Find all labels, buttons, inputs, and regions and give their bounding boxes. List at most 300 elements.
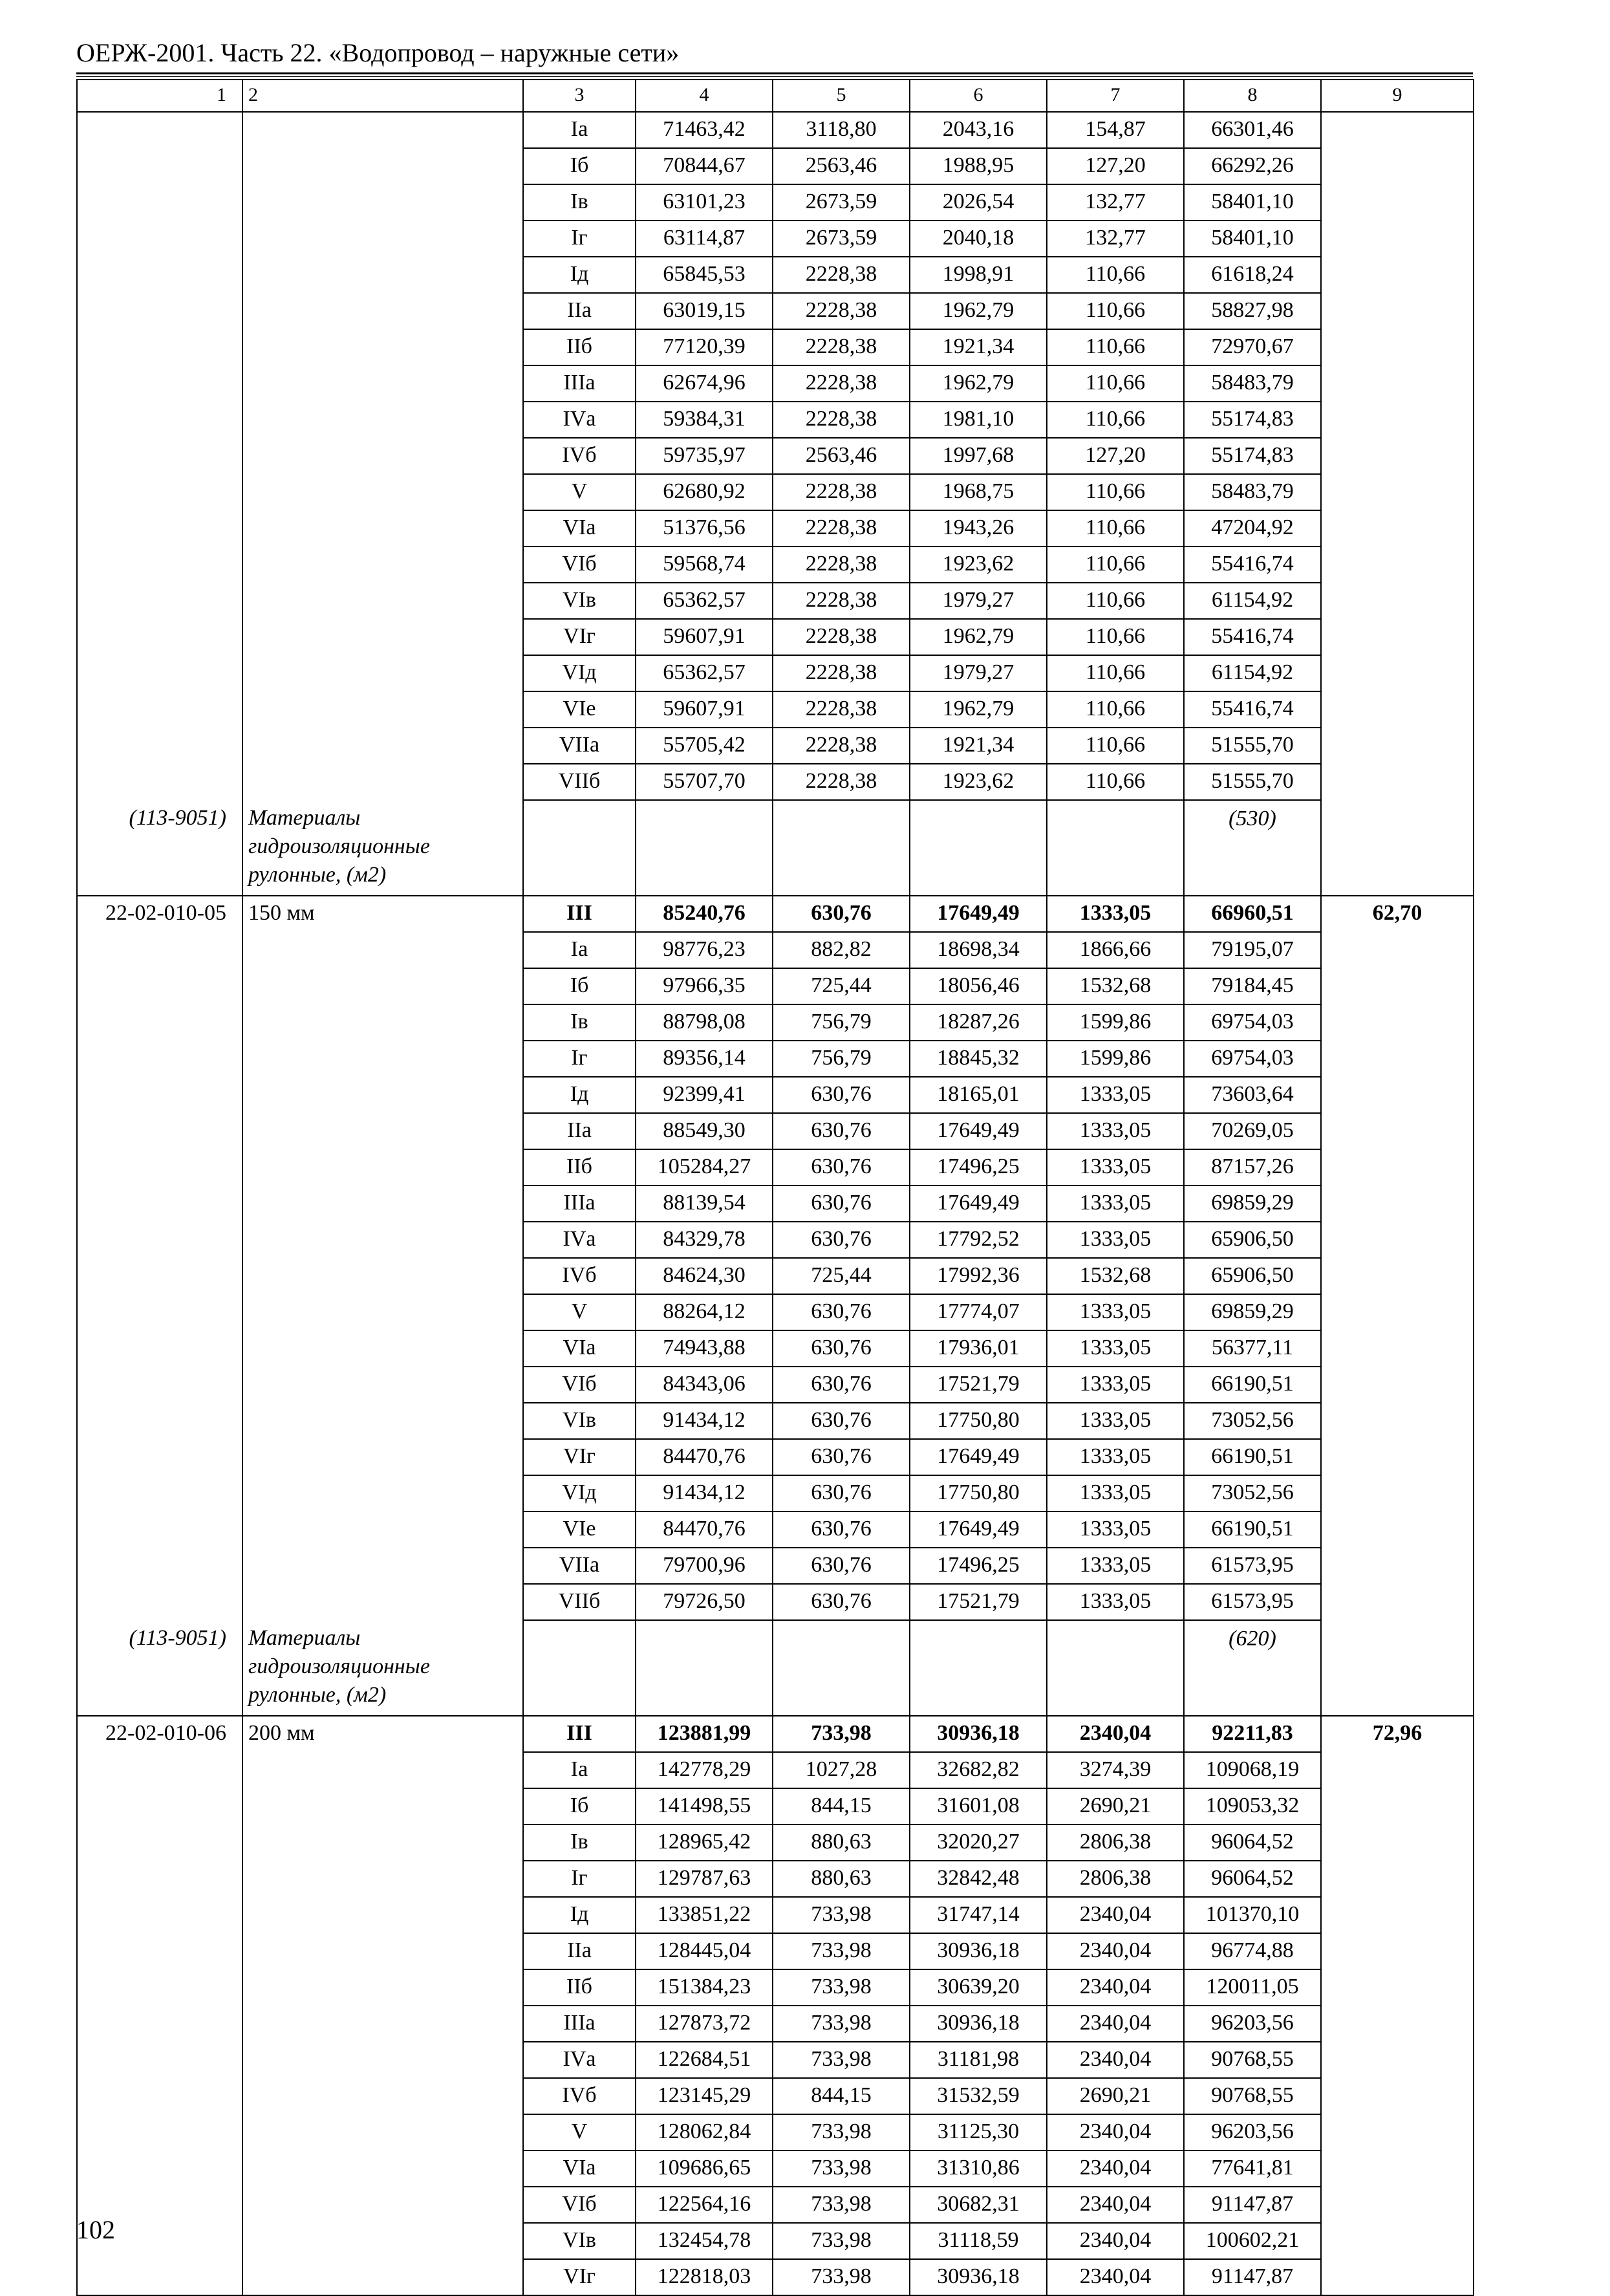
rate-name: 200 мм	[242, 1716, 523, 1752]
zone-label: VIа	[523, 510, 636, 547]
cost-value: 70269,05	[1184, 1113, 1321, 1149]
cost-value: 756,79	[773, 1041, 910, 1077]
cost-value: 1923,62	[910, 547, 1047, 583]
empty-cell	[242, 329, 523, 365]
cost-value: 59735,97	[636, 438, 773, 474]
empty-cell	[77, 221, 242, 257]
zone-label: VIа	[523, 2150, 636, 2187]
cost-value: 2228,38	[773, 510, 910, 547]
table-row	[77, 2114, 1474, 2150]
zone-label: IVб	[523, 2078, 636, 2114]
empty-cell	[242, 1439, 523, 1475]
column-number: 6	[910, 80, 1047, 112]
zone-label: IIа	[523, 1113, 636, 1149]
empty-cell	[1321, 221, 1474, 257]
zone-label: VIIа	[523, 1548, 636, 1584]
table-row	[77, 1294, 1474, 1330]
cost-value: 630,76	[773, 1403, 910, 1439]
empty-cell	[77, 2078, 242, 2114]
cost-value: 31310,86	[910, 2150, 1047, 2187]
cost-value: 1333,05	[1047, 1584, 1184, 1620]
empty-cell	[523, 1620, 636, 1716]
cost-value: 2228,38	[773, 728, 910, 764]
column-number: 9	[1321, 80, 1474, 112]
table-row	[77, 583, 1474, 619]
empty-cell	[242, 112, 523, 148]
cost-value: 127,20	[1047, 438, 1184, 474]
cost-value: 1866,66	[1047, 932, 1184, 968]
rate-main-row	[77, 1716, 1474, 1752]
material-row	[77, 800, 1474, 896]
cost-value: 55174,83	[1184, 402, 1321, 438]
cost-value: 88264,12	[636, 1294, 773, 1330]
cost-value: 2340,04	[1047, 2114, 1184, 2150]
cost-value: 733,98	[773, 2150, 910, 2187]
empty-cell	[1321, 510, 1474, 547]
empty-cell	[77, 2114, 242, 2150]
cost-value: 2228,38	[773, 583, 910, 619]
empty-cell	[242, 2223, 523, 2259]
empty-cell	[1321, 1825, 1474, 1861]
empty-cell	[1321, 2150, 1474, 2187]
cost-value: 2340,04	[1047, 1969, 1184, 2006]
cost-value: 2340,04	[1047, 2150, 1184, 2187]
cost-value: 110,66	[1047, 764, 1184, 800]
rate-name: 150 мм	[242, 896, 523, 932]
zone-label: Iд	[523, 257, 636, 293]
cost-value: 58483,79	[1184, 474, 1321, 510]
column-number: 1	[77, 80, 242, 112]
header-rule	[76, 72, 1473, 77]
cost-value: 1333,05	[1047, 1149, 1184, 1186]
empty-cell	[242, 1330, 523, 1367]
cost-value: 127,20	[1047, 148, 1184, 184]
cost-value: 844,15	[773, 2078, 910, 2114]
cost-value: 880,63	[773, 1861, 910, 1897]
cost-value: 91147,87	[1184, 2187, 1321, 2223]
cost-value: 51555,70	[1184, 764, 1321, 800]
cost-value: 55416,74	[1184, 619, 1321, 655]
empty-cell	[77, 510, 242, 547]
cost-value: 58483,79	[1184, 365, 1321, 402]
cost-value: 65906,50	[1184, 1258, 1321, 1294]
cost-value: 109068,19	[1184, 1752, 1321, 1788]
cost-value: 630,76	[773, 1367, 910, 1403]
cost-value: 630,76	[773, 1439, 910, 1475]
cost-value: 110,66	[1047, 510, 1184, 547]
empty-cell	[773, 1620, 910, 1716]
cost-value: 47204,92	[1184, 510, 1321, 547]
zone-label: Iг	[523, 221, 636, 257]
cost-value: 17649,49	[910, 1439, 1047, 1475]
cost-value: 110,66	[1047, 474, 1184, 510]
empty-cell	[242, 1222, 523, 1258]
empty-cell	[77, 1077, 242, 1113]
empty-cell	[77, 1403, 242, 1439]
cost-value: 58827,98	[1184, 293, 1321, 329]
empty-cell	[77, 764, 242, 800]
cost-value: 55416,74	[1184, 691, 1321, 728]
table-row	[77, 1186, 1474, 1222]
empty-cell	[1321, 112, 1474, 148]
cost-value: 2228,38	[773, 365, 910, 402]
empty-cell	[1321, 691, 1474, 728]
cost-value: 1333,05	[1047, 1077, 1184, 1113]
price-table	[76, 79, 1474, 2296]
cost-value: 79700,96	[636, 1548, 773, 1584]
cost-value: 58401,10	[1184, 184, 1321, 221]
cost-value: 59384,31	[636, 402, 773, 438]
cost-value: 733,98	[773, 1716, 910, 1752]
empty-cell	[523, 800, 636, 896]
cost-value: 66190,51	[1184, 1439, 1321, 1475]
cost-value: 17521,79	[910, 1584, 1047, 1620]
cost-value: 88139,54	[636, 1186, 773, 1222]
cost-value: 120011,05	[1184, 1969, 1321, 2006]
empty-cell	[77, 2259, 242, 2295]
cost-value: 1532,68	[1047, 968, 1184, 1004]
cost-value: 2340,04	[1047, 2187, 1184, 2223]
table-row	[77, 1258, 1474, 1294]
cost-value: 110,66	[1047, 619, 1184, 655]
zone-label: IIб	[523, 1969, 636, 2006]
cost-value: 85240,76	[636, 896, 773, 932]
cost-value: 105284,27	[636, 1149, 773, 1186]
cost-value: 2043,16	[910, 112, 1047, 148]
cost-value: 733,98	[773, 2187, 910, 2223]
cost-value: 70844,67	[636, 148, 773, 184]
cost-value: 630,76	[773, 1475, 910, 1511]
zone-label: VIд	[523, 1475, 636, 1511]
zone-label: Iа	[523, 112, 636, 148]
cost-value: 1979,27	[910, 583, 1047, 619]
zone-label: Iг	[523, 1861, 636, 1897]
empty-cell	[77, 1825, 242, 1861]
empty-cell	[242, 1548, 523, 1584]
zone-label: Iд	[523, 1077, 636, 1113]
empty-cell	[1321, 1077, 1474, 1113]
table-row	[77, 1752, 1474, 1788]
cost-value: 18845,32	[910, 1041, 1047, 1077]
table-row	[77, 932, 1474, 968]
empty-cell	[242, 583, 523, 619]
cost-value: 2228,38	[773, 547, 910, 583]
cost-value: 132,77	[1047, 184, 1184, 221]
cost-value: 17649,49	[910, 1113, 1047, 1149]
table-row	[77, 1933, 1474, 1969]
cost-value: 91434,12	[636, 1475, 773, 1511]
empty-cell	[242, 1403, 523, 1439]
cost-value: 2806,38	[1047, 1861, 1184, 1897]
table-row	[77, 438, 1474, 474]
table-row	[77, 619, 1474, 655]
cost-value: 55707,70	[636, 764, 773, 800]
cost-value: 1027,28	[773, 1752, 910, 1788]
cost-value: 110,66	[1047, 583, 1184, 619]
cost-value: 110,66	[1047, 691, 1184, 728]
empty-cell	[77, 1897, 242, 1933]
table-row	[77, 2150, 1474, 2187]
cost-value: 59607,91	[636, 691, 773, 728]
empty-cell	[77, 728, 242, 764]
zone-label: IIа	[523, 1933, 636, 1969]
cost-value: 630,76	[773, 1511, 910, 1548]
cost-value: 2340,04	[1047, 2006, 1184, 2042]
empty-cell	[77, 1439, 242, 1475]
cost-value: 1943,26	[910, 510, 1047, 547]
cost-value: 2673,59	[773, 184, 910, 221]
material-code: (113-9051)	[77, 800, 242, 896]
zone-label: IIа	[523, 293, 636, 329]
empty-cell	[242, 1511, 523, 1548]
empty-cell	[242, 1584, 523, 1620]
table-row	[77, 474, 1474, 510]
empty-cell	[77, 968, 242, 1004]
cost-value: 132454,78	[636, 2223, 773, 2259]
cost-value: 630,76	[773, 1186, 910, 1222]
zone-label: Iб	[523, 968, 636, 1004]
empty-cell	[1321, 547, 1474, 583]
empty-cell	[242, 438, 523, 474]
empty-cell	[1321, 474, 1474, 510]
cost-value: 77641,81	[1184, 2150, 1321, 2187]
cost-value: 59568,74	[636, 547, 773, 583]
cost-value: 110,66	[1047, 293, 1184, 329]
zone-label: V	[523, 1294, 636, 1330]
empty-cell	[242, 1788, 523, 1825]
empty-cell	[1321, 293, 1474, 329]
empty-cell	[242, 547, 523, 583]
zone-label: VIIа	[523, 728, 636, 764]
zone-label: VIв	[523, 2223, 636, 2259]
cost-value: 30682,31	[910, 2187, 1047, 2223]
table-row	[77, 1004, 1474, 1041]
cost-value: 123145,29	[636, 2078, 773, 2114]
cost-value: 51555,70	[1184, 728, 1321, 764]
cost-value: 31118,59	[910, 2223, 1047, 2259]
cost-value: 882,82	[773, 932, 910, 968]
material-name: Материалы гидроизоляционные рулонные, (м2)	[242, 800, 523, 896]
table-row	[77, 691, 1474, 728]
table-row	[77, 1149, 1474, 1186]
empty-cell	[1047, 800, 1184, 896]
cost-value: 128445,04	[636, 1933, 773, 1969]
empty-cell	[77, 1548, 242, 1584]
empty-cell	[242, 2259, 523, 2295]
cost-value: 1962,79	[910, 619, 1047, 655]
empty-cell	[242, 932, 523, 968]
cost-value: 733,98	[773, 1969, 910, 2006]
cost-value: 30936,18	[910, 1933, 1047, 1969]
table-row	[77, 968, 1474, 1004]
cost-value: 31601,08	[910, 1788, 1047, 1825]
table-row	[77, 1041, 1474, 1077]
zone-label: V	[523, 2114, 636, 2150]
table-row	[77, 2078, 1474, 2114]
cost-value: 101370,10	[1184, 1897, 1321, 1933]
empty-cell	[242, 691, 523, 728]
column-number: 4	[636, 80, 773, 112]
empty-cell	[242, 1475, 523, 1511]
cost-value: 79195,07	[1184, 932, 1321, 968]
cost-value: 17750,80	[910, 1403, 1047, 1439]
empty-cell	[242, 2150, 523, 2187]
cost-value: 96203,56	[1184, 2114, 1321, 2150]
cost-value: 72970,67	[1184, 329, 1321, 365]
cost-value: 69859,29	[1184, 1294, 1321, 1330]
empty-cell	[636, 800, 773, 896]
cost-value: 844,15	[773, 1788, 910, 1825]
cost-value: 630,76	[773, 1330, 910, 1367]
empty-cell	[242, 1752, 523, 1788]
zone-label: VIа	[523, 1330, 636, 1367]
table-row	[77, 2187, 1474, 2223]
cost-value: 2228,38	[773, 691, 910, 728]
empty-cell	[1321, 1294, 1474, 1330]
table-row	[77, 2223, 1474, 2259]
cost-value: 84329,78	[636, 1222, 773, 1258]
table-row	[77, 510, 1474, 547]
zone-label: Iд	[523, 1897, 636, 1933]
empty-cell	[1321, 1367, 1474, 1403]
cost-value: 1962,79	[910, 293, 1047, 329]
cost-value: 55174,83	[1184, 438, 1321, 474]
empty-cell	[1321, 1788, 1474, 1825]
column-number-row	[77, 80, 1474, 112]
table-row	[77, 1584, 1474, 1620]
empty-cell	[77, 1969, 242, 2006]
zone-label: V	[523, 474, 636, 510]
cost-value: 65362,57	[636, 583, 773, 619]
empty-cell	[77, 1933, 242, 1969]
empty-cell	[77, 1752, 242, 1788]
empty-cell	[77, 1186, 242, 1222]
empty-cell	[77, 1294, 242, 1330]
cost-value: 1333,05	[1047, 1186, 1184, 1222]
cost-value: 31747,14	[910, 1897, 1047, 1933]
empty-cell	[242, 293, 523, 329]
empty-cell	[1321, 728, 1474, 764]
cost-value: 1333,05	[1047, 896, 1184, 932]
empty-cell	[77, 1584, 242, 1620]
cost-value: 1998,91	[910, 257, 1047, 293]
cost-value: 110,66	[1047, 365, 1184, 402]
table-row	[77, 402, 1474, 438]
zone-label: Iа	[523, 932, 636, 968]
empty-cell	[910, 1620, 1047, 1716]
cost-value: 30936,18	[910, 2006, 1047, 2042]
material-quantity: (620)	[1184, 1620, 1321, 1716]
empty-cell	[77, 1475, 242, 1511]
empty-cell	[1321, 2114, 1474, 2150]
cost-value: 1988,95	[910, 148, 1047, 184]
cost-value: 17792,52	[910, 1222, 1047, 1258]
empty-cell	[636, 1620, 773, 1716]
cost-value: 630,76	[773, 896, 910, 932]
table-row	[77, 728, 1474, 764]
empty-cell	[77, 365, 242, 402]
table-row	[77, 148, 1474, 184]
empty-cell	[242, 2114, 523, 2150]
table-row	[77, 1897, 1474, 1933]
empty-cell	[242, 2078, 523, 2114]
cost-value: 1923,62	[910, 764, 1047, 800]
cost-value: 98776,23	[636, 932, 773, 968]
cost-value: 17750,80	[910, 1475, 1047, 1511]
cost-value: 18698,34	[910, 932, 1047, 968]
cost-value: 2228,38	[773, 619, 910, 655]
cost-value: 2228,38	[773, 655, 910, 691]
empty-cell	[1321, 2223, 1474, 2259]
cost-value: 30936,18	[910, 2259, 1047, 2295]
empty-cell	[1321, 2078, 1474, 2114]
price-table-body	[77, 80, 1474, 2295]
zone-label: VIд	[523, 655, 636, 691]
column-number: 3	[523, 80, 636, 112]
cost-value: 2228,38	[773, 329, 910, 365]
cost-value: 61154,92	[1184, 583, 1321, 619]
zone-label: IIб	[523, 329, 636, 365]
cost-value: 65362,57	[636, 655, 773, 691]
cost-value: 66292,26	[1184, 148, 1321, 184]
cost-value: 154,87	[1047, 112, 1184, 148]
cost-value: 84470,76	[636, 1511, 773, 1548]
cost-value: 1962,79	[910, 691, 1047, 728]
zone-label: VIг	[523, 619, 636, 655]
cost-value: 58401,10	[1184, 221, 1321, 257]
empty-cell	[1321, 365, 1474, 402]
table-row	[77, 1113, 1474, 1149]
empty-cell	[77, 2042, 242, 2078]
cost-value: 88798,08	[636, 1004, 773, 1041]
cost-value: 62674,96	[636, 365, 773, 402]
empty-cell	[1321, 1403, 1474, 1439]
zone-label: VIв	[523, 1403, 636, 1439]
cost-value: 151384,23	[636, 1969, 773, 2006]
empty-cell	[1321, 1222, 1474, 1258]
cost-value: 17992,36	[910, 1258, 1047, 1294]
table-row	[77, 1969, 1474, 2006]
cost-value: 84470,76	[636, 1439, 773, 1475]
table-row	[77, 655, 1474, 691]
table-row	[77, 547, 1474, 583]
cost-value: 61154,92	[1184, 655, 1321, 691]
cost-value: 84343,06	[636, 1367, 773, 1403]
cost-value: 62680,92	[636, 474, 773, 510]
empty-cell	[242, 1825, 523, 1861]
cost-value: 96064,52	[1184, 1861, 1321, 1897]
zone-label: VIб	[523, 2187, 636, 2223]
cost-value: 65845,53	[636, 257, 773, 293]
material-row	[77, 1620, 1474, 1716]
empty-cell	[1321, 968, 1474, 1004]
table-row	[77, 365, 1474, 402]
empty-cell	[77, 2006, 242, 2042]
cost-value: 63019,15	[636, 293, 773, 329]
table-row	[77, 329, 1474, 365]
cost-value: 18287,26	[910, 1004, 1047, 1041]
zone-label: VIг	[523, 1439, 636, 1475]
empty-cell	[1321, 1475, 1474, 1511]
page-number: 102	[76, 2215, 115, 2244]
empty-cell	[1321, 655, 1474, 691]
empty-cell	[77, 1861, 242, 1897]
cost-value: 122564,16	[636, 2187, 773, 2223]
cost-value: 142778,29	[636, 1752, 773, 1788]
cost-value: 71463,42	[636, 112, 773, 148]
empty-cell	[242, 1004, 523, 1041]
cost-value: 1333,05	[1047, 1439, 1184, 1475]
